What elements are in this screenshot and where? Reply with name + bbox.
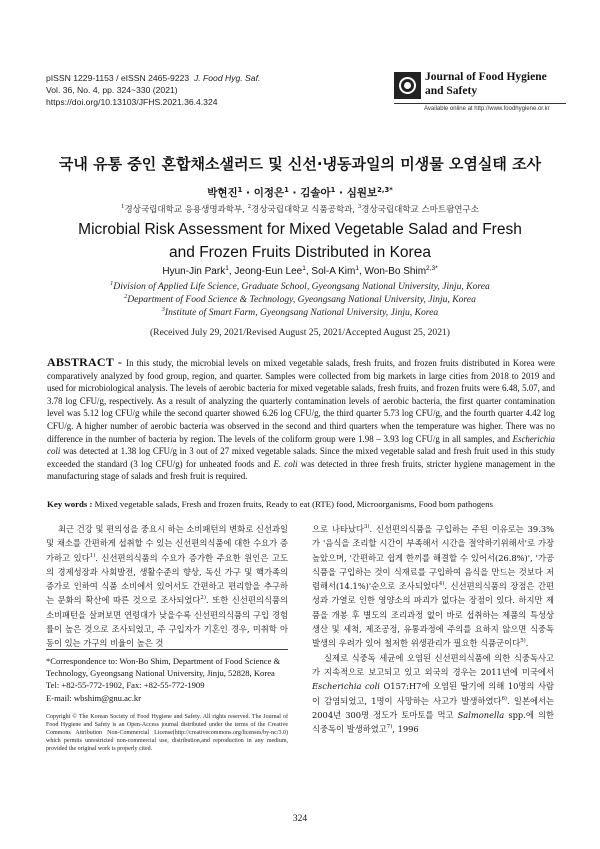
author-sup: 1	[302, 265, 306, 272]
author-sup: 1	[355, 265, 359, 272]
korean-affiliation: 경상국립대학교 응용생명과학부,	[124, 205, 248, 215]
body-text: . 또한 신선편의식품의 소비패턴을 살펴보면 연령대가 낮을수록 신선편의식품의 구입 경험률이 높은 것으로 조사되었고, 주 구입자가 기혼인 경우, 미취학 아동이 있는 가구의 비율이 높은 것	[46, 595, 288, 649]
english-title	[40, 218, 560, 264]
body-text: .	[525, 638, 529, 649]
aff-sup: 1	[121, 204, 125, 210]
english-title-line1: Microbial Risk Assessment for Mixed Vegetable Salad and Fresh	[78, 221, 522, 238]
english-affiliation	[0, 293, 600, 306]
citation-sup: 7)	[386, 724, 393, 731]
correspondence-author: *Correspondence to: Won-Bo Shim, Department of Food Science & Technology, Gyeongsang National University, Jinju, 52828, Korea	[46, 656, 281, 679]
citation-sup: 2)	[200, 595, 206, 602]
abstract-text: was detected at 1.38 log CFU/g in 3 out of 27 mixed vegetable salads. Since the mixed vegetable salad and fresh fruit used in this study exceeded the standard (3 log CFU/g) for unheated foods and	[47, 446, 555, 469]
journal-name-line1: Journal of Food Hygiene	[425, 71, 547, 83]
body-text: spp.에 의한 식중독이 발생하였고	[312, 709, 554, 735]
body-paragraph	[312, 522, 554, 651]
issn-line	[46, 72, 260, 84]
body-text: , 1996	[392, 724, 419, 735]
english-author: Hyun-Jin Park	[162, 266, 226, 277]
korean-author: 심원보	[346, 187, 378, 199]
body-paragraph	[312, 651, 554, 737]
body-text: 최근 건강 및 편의성을 중요시 하는 소비패턴의 변화로 신선과일 및 채소를 간편하게 섭취할 수 있는 신선편의식품에 대한 수요가 증가하고 있다	[46, 524, 288, 563]
abstract-heading: ABSTRACT -	[47, 355, 127, 369]
received-dates: (Received July 29, 2021/Revised August 25, 2021/Accepted August 25, 2021)	[149, 327, 451, 338]
author-sep: ·	[288, 187, 301, 199]
korean-affiliations	[0, 203, 600, 215]
author-sep: ·	[242, 187, 254, 199]
english-author: Won-Bo Shim	[364, 266, 427, 277]
abstract-italic: Escherichia coli	[47, 433, 555, 457]
abstract-text: In this study, the microbial levels on mixed vegetable salads, fresh fruits, and frozen fruits distributed in Korea were comparatively analyzed by food group, region, and quarter. Samples were collected from big markets in large cities from 2018 to 2019 and used for microbiological analysis. The levels of aerobic bacteria for mixed vegetable salads, fresh fruits, and frozen fruits were 6.48, 5.07, and 3.78 log CFU/g, respectively. As a result of analyzing the quarterly contamination levels of aerobic bacteria, the first quarter contamination level was 5.12 log CFU/g while the second quarter showed 6.26 log CFU/g, the third quarter 5.73 log CFU/g, and the fourth quarter 4.42 log CFU/g. A higher number of aerobic bacteria was observed in the second and third quarters when the temperature was higher. There was no difference in the number of bacteria by region. The levels of the coliform group were 1.98 – 3.93 log CFU/g in all samples, and	[47, 358, 555, 444]
aff-sup: 2	[124, 293, 128, 300]
author-sup: 1	[225, 265, 229, 272]
journal-abbrev: J. Food Hyg. Saf.	[193, 73, 261, 83]
author-sup: 1	[284, 186, 289, 194]
aff-sup: 3	[357, 204, 362, 210]
corresponding-mark: *	[389, 186, 393, 194]
english-authors: Hyun-Jin Park$^1$, Jeong-Eun Lee$^1$, Sol-A Kim$^1$, Won-Bo Shim$^{2,3*}$	[162, 265, 438, 277]
abstract-italic: E. coli	[273, 458, 298, 469]
corresponding-mark: *	[435, 265, 438, 272]
page-number: 324	[292, 814, 308, 824]
aff-sup: 2	[247, 204, 252, 210]
korean-author: 박현진	[207, 187, 238, 199]
keywords	[47, 499, 555, 509]
issn-text: pISSN 1229-1153 / eISSN 2465-9223	[46, 73, 190, 83]
english-affiliations	[0, 280, 600, 319]
body-paragraph	[46, 522, 288, 651]
journal-name	[425, 70, 565, 98]
correspondence-phone: Tel: +82-55-772-1902, Fax: +82-55-772-1909	[46, 680, 205, 691]
doi-link[interactable]: https://doi.org/10.13103/JFHS.2021.36.4.324	[46, 97, 218, 107]
journal-citation-block	[46, 72, 260, 108]
body-text: 으로 나타났다	[312, 524, 364, 534]
body-text: . 신선편의식품의 장점은 간편성과 가열로 인한 영양소의 파괴가 없다는 장점이 있다. 하지만 제품을 개봉 후 별도의 조리과정 없이 바로 섭취하는 제품의 특성상 생산 및 세척, 제조공정, 유통과정에 주의를 요하지 않으면 식중독 발생의 우려가 있어 철저한 위생관리가 필요한 식품군이다	[312, 581, 554, 649]
author-sup-num: 2,3	[377, 186, 390, 194]
author-sup	[377, 186, 393, 194]
english-affiliation-text: Department of Food Science & Technology, Gyeongsang National University, Jinju, Korea	[127, 294, 476, 305]
english-affiliation	[0, 280, 600, 293]
correspondence-block	[46, 655, 288, 704]
aff-sup: 1	[110, 280, 114, 287]
journal-logo-icon	[394, 72, 421, 99]
english-affiliation	[0, 306, 600, 319]
author-sep: ·	[335, 187, 347, 199]
english-title-line2: and Frozen Fruits Distributed in Korea	[169, 244, 431, 261]
citation-sup: 4)	[438, 581, 445, 588]
citation-sup: 6)	[501, 695, 508, 702]
english-author: Sol-A Kim	[311, 266, 356, 277]
author-sup: 1	[330, 186, 336, 194]
korean-affiliation: 경상국립대학교 식품공학과,	[251, 205, 358, 215]
citation-sup: 5)	[520, 638, 526, 645]
korean-title: 국내 유통 중인 혼합채소샐러드 및 신선·냉동과일의 미생물 오염실태 조사	[58, 155, 542, 173]
body-left-column	[46, 522, 288, 651]
citation-sup: 3)	[363, 524, 370, 530]
body-right-column	[312, 522, 554, 736]
aff-sup: 3	[161, 306, 165, 313]
korean-author: 이정은	[253, 187, 285, 199]
author-sup-num: 2,3	[426, 265, 436, 272]
available-online-link[interactable]: Available online at http://www.foodhygiene.or.kr	[424, 106, 550, 112]
english-affiliation-text: Institute of Smart Farm, Gyeongsang National University, Jinju, Korea	[164, 307, 439, 318]
body-text: . 신선편의식품을 구입하는 주된 이유로는 39.3%가 '음식을 조리할 시간이 부족해서 시간을 절약하기위해서'로 가장 높았으며, '간편하고 쉽게 한끼를 해결할 수 있어서(26.8%)', '가공식품을 구입하는 것이 식재료를 구입하여 음식을 만드는 것보다 저렴해서(14.1%)'순으로 조사되었다	[312, 524, 554, 592]
body-text: 실제로 식중독 세균에 오염된 신선편의식품에 의한 식중독사고가 지속적으로 보고되고 있고 외국의 경우는 2011년에 미국에서	[312, 652, 554, 677]
body-text: . 신선편의식품의 수요가 증가한 주요한 원인은 고도의 경제성장과 사회발전, 생활수준의 향상, 독신 가구 및 핵가족의 증가로 인하여 식품 소비에서 있어서도 간편하고 편리함을 추구하는 문화의 확산에 따른 것으로 조사되었다	[46, 552, 288, 606]
korean-affiliation: 경상국립대학교 스마트팜연구소	[361, 205, 479, 215]
korean-authors	[0, 185, 600, 200]
journal-name-line2: and Safety	[425, 85, 478, 97]
body-text: . 일본에서는 2004년 300명 정도가 토마토를 먹고	[312, 695, 554, 720]
abstract-text: was detected in three fresh fruits, stricter hygiene management in the manufacturing stage of salads and fresh fruit is required.	[47, 458, 555, 482]
copyright-notice: Copyright © The Korean Society of Food Hygiene and Safety. All rights reserved. The Journal of Food Hygiene and Safety is an Open-Access journal distributed under the terms of the Creative Commons Attribution Non-Commercial License(http://creativecommons.org/licenses/by-nc/3.0) which permits unrestricted non-commercial use, distribution,and reproduction in any medium, provided the original work is properly cited.	[46, 714, 288, 753]
volume-line: Vol. 36, No. 4, pp. 324~330 (2021)	[46, 85, 178, 95]
abstract	[47, 356, 555, 483]
footnote-divider	[46, 649, 288, 650]
body-text: O157:H7에 오염된 딸기에 의해 10명의 사람이 감염되었고, 1명이 사망하는 사고가 발생하였다	[312, 681, 554, 706]
english-affiliation-text: Division of Applied Life Science, Graduate School, Gyeongsang National University, Jinju, Korea	[113, 281, 490, 292]
citation-sup: 1)	[89, 552, 96, 559]
correspondence-email[interactable]: E-mail: wbshim@gnu.ac.kr	[46, 692, 142, 703]
english-author: Jeong-Eun Lee	[234, 266, 303, 277]
body-italic: Escherichia coli	[312, 681, 380, 692]
keywords-text: Mixed vegetable salads, Fresh and frozen fruits, Ready to eat (RTE) food, Microorganisms, Food born pathogens	[94, 499, 493, 509]
korean-author: 김솔아	[300, 187, 331, 199]
author-sup	[426, 265, 438, 272]
logo-divider	[394, 103, 566, 104]
body-italic: Salmonella	[457, 709, 505, 720]
keywords-label: Key words :	[47, 499, 95, 509]
author-sup: 1	[237, 186, 243, 194]
